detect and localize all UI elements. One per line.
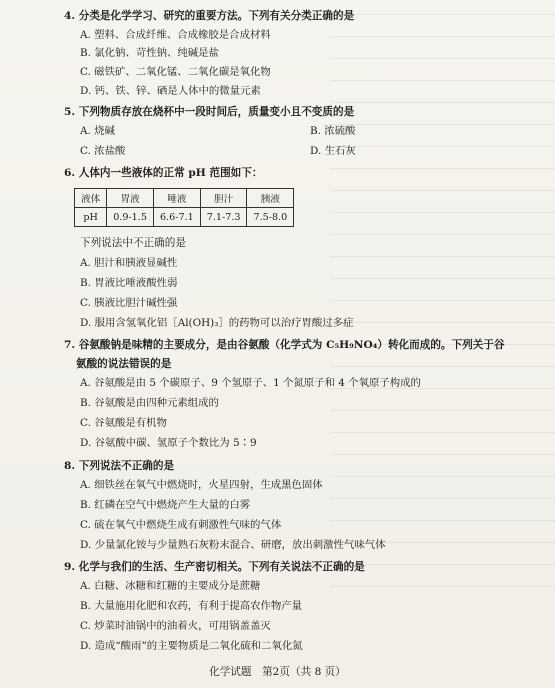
q6-option-a: A. 胆汁和胰液显碱性 (80, 257, 178, 269)
q8-option-b: B. 红磷在空气中燃烧产生大量的白雾 (80, 499, 251, 511)
question-7-stem-continued: 氨酸的说法错误的是 (76, 358, 172, 370)
ph-table-value-row (75, 208, 294, 227)
q5-option-b: B. 浓硫酸 (310, 125, 356, 137)
q5-option-d: D. 生石灰 (310, 145, 356, 157)
table-cell: 7.5-8.0 (247, 208, 294, 227)
q9-option-b: B. 大量施用化肥和农药，有利于提高农作物产量 (80, 600, 303, 612)
q4-option-d: D. 钙、铁、锌、硒是人体中的微量元素 (80, 85, 261, 97)
q5-option-c: C. 浓盐酸 (80, 145, 126, 157)
question-8-stem: 8. 下列说法不正确的是 (64, 460, 175, 472)
q9-option-c: C. 炒菜时油锅中的油着火，可用锅盖盖灭 (80, 620, 271, 632)
ph-table-header-row (75, 189, 294, 208)
question-9-stem: 9. 化学与我们的生活、生产密切相关。下列有关说法不正确的是 (64, 561, 365, 573)
question-6-stem: 6. 人体内一些液体的正常 pH 范围如下： (64, 167, 263, 179)
q6-option-c: C. 胰液比胆汁碱性强 (80, 297, 178, 309)
question-7-stem: 7. 谷氨酸钠是味精的主要成分，是由谷氨酸（化学式为 C₅H₉NO₄）转化而成的。下列关于谷 (64, 339, 505, 351)
question-5-stem: 5. 下列物质存放在烧杯中一段时间后，质量变小且不变质的是 (64, 106, 355, 118)
q4-option-c: C. 磁铁矿、二氧化锰、二氧化碳是氧化物 (80, 66, 271, 78)
q4-option-a: A. 塑料、合成纤维、合成橡胶是合成材料 (80, 29, 271, 41)
q7-option-b: B. 谷氨酸是由四种元素组成的 (80, 397, 219, 409)
ph-table (74, 188, 294, 227)
table-header-cell: 液体 (75, 189, 107, 208)
q9-option-a: A. 白糖、冰糖和红糖的主要成分是蔗糖 (80, 580, 261, 592)
q7-option-c: C. 谷氨酸是有机物 (80, 417, 167, 429)
table-cell: pH (75, 208, 107, 227)
q8-option-d: D. 少量氯化铵与少量熟石灰粉末混合、研磨，放出刺激性气味气体 (80, 539, 386, 551)
q4-option-b: B. 氯化钠、苛性钠、纯碱是盐 (80, 47, 219, 59)
table-cell: 0.9-1.5 (107, 208, 154, 227)
question-6-sub-stem: 下列说法中不正确的是 (80, 237, 186, 249)
q8-option-c: C. 硫在氧气中燃烧生成有刺激性气味的气体 (80, 519, 282, 531)
q6-option-d: D. 服用含氢氧化铝［Al(OH)₃］的药物可以治疗胃酸过多症 (80, 317, 354, 329)
table-cell: 6.6-7.1 (153, 208, 200, 227)
table-cell: 7.1-7.3 (200, 208, 247, 227)
q7-option-d: D. 谷氨酸中碳、氢原子个数比为 5∶9 (80, 437, 257, 449)
page-footer: 化学试题 第2页（共 8 页） (209, 666, 346, 678)
q7-option-a: A. 谷氨酸是由 5 个碳原子、9 个氢原子、1 个氮原子和 4 个氧原子构成的 (80, 377, 421, 389)
table-header-cell: 胃液 (107, 189, 154, 208)
q9-option-d: D. 造成“酸雨”的主要物质是二氧化硫和二氧化氮 (80, 640, 303, 652)
q8-option-a: A. 细铁丝在氧气中燃烧时，火星四射，生成黑色固体 (80, 479, 323, 491)
table-header-cell: 唾液 (153, 189, 200, 208)
q5-option-a: A. 烧碱 (80, 125, 115, 137)
question-4-stem: 4. 分类是化学学习、研究的重要方法。下列有关分类正确的是 (64, 10, 355, 22)
table-header-cell: 胆汁 (200, 189, 247, 208)
table-header-cell: 胰液 (247, 189, 294, 208)
q6-option-b: B. 胃液比唾液酸性弱 (80, 277, 178, 289)
bleed-through-text (330, 0, 555, 600)
